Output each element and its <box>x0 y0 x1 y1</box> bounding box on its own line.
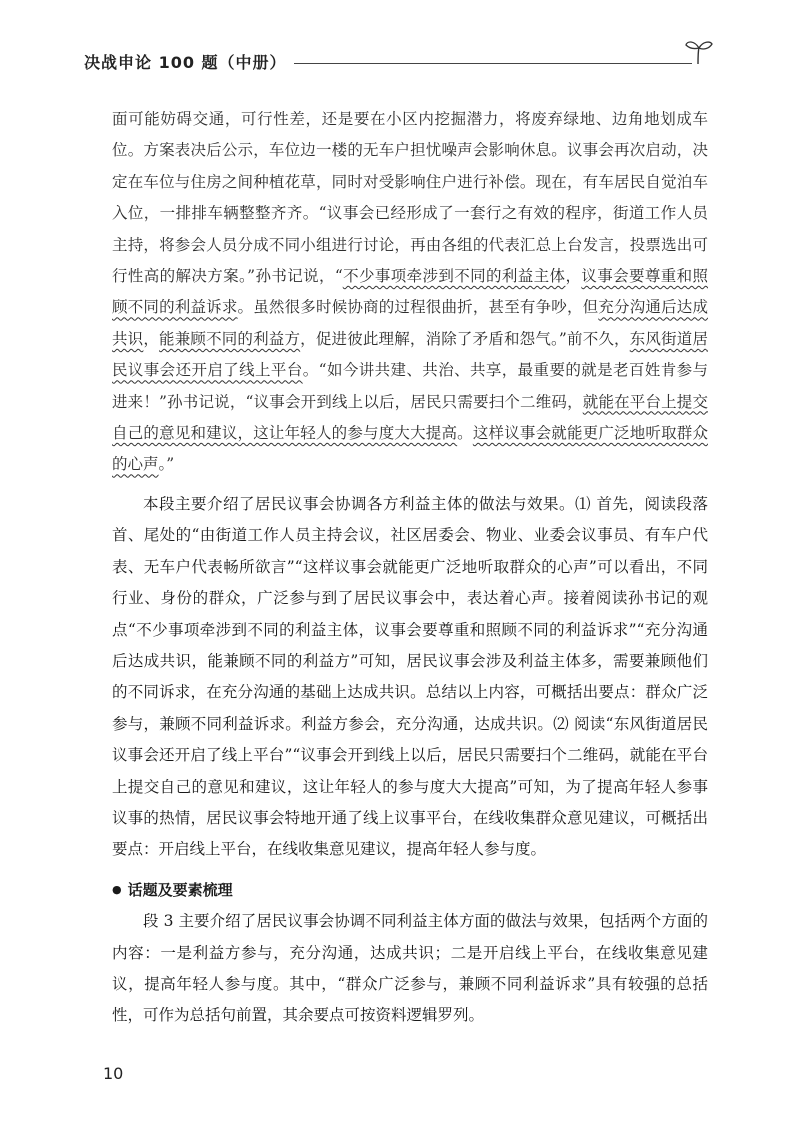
quote-segment: ， <box>565 267 582 286</box>
quote-segment: ，促进彼此理解，消除了矛盾和怨气。”前不久， <box>300 329 630 348</box>
quote-underlined-segment: 议事会要尊重和照顾不同的利益诉求 <box>112 267 708 317</box>
quote-underlined-segment: 就能在平台上提交自己的意见和建议，这让年轻人的参与度大大提高 <box>112 392 708 443</box>
section-heading <box>112 874 708 906</box>
sprout-icon <box>684 38 714 66</box>
quote-underlined-segment: 这样议事会就能更广泛地听取群众的心声 <box>112 424 708 474</box>
book-title: 决战申论 100 题（中册） <box>84 53 287 72</box>
spacer <box>112 481 708 489</box>
quote-underlined-segment: 不少事项牵涉到不同的利益主体 <box>342 267 566 286</box>
quote-segment: 。 <box>457 424 473 443</box>
page-number: 10 <box>103 1064 124 1083</box>
section-paragraph: 段 3 主要介绍了居民议事会协调不同利益主体方面的做法与效果，包括两个方面的内容：一是利益方参与，充分沟通，达成共识；二是开启线上平台，在线收集意见建议，提高年轻人参与度。其中，“群众广泛参与，兼顾不同利益诉求”具有较强的总括性，可作为总括句前置，其余要点可按资料逻辑罗列。 <box>112 912 708 1025</box>
quote-underlined-segment: 东风街道居民议事会还开启了线上平台 <box>112 329 708 380</box>
quote-segment: 。“如今讲共建、共治、共享，最重要的就是老百姓肯参与进来！”孙书记说，“议事会开到线上以后，居民只需要扫个二维码， <box>112 361 708 411</box>
quote-segment: 面可能妨碍交通，可行性差，还是要在小区内挖掘潜力，将废弃绿地、边角地划成车位。方案表决后公示，车位边一楼的无车户担忧噪声会影响休息。议事会再次启动，决定在车位与住房之间种植花草，同时对受影响住户进行补偿。现在，有车居民自觉泊车入位，一排排车辆整整齐齐。“议事会已经形成了一套行之有效的程序，街道工作人员主持，将参会人员分成不同小组进行讨论，再由各组的代表汇总上台发言，投票选出可行性高的解决方案。”孙书记说，“ <box>112 110 708 286</box>
quote-segment: 。” <box>158 455 175 474</box>
section-heading-text: 话题及要素梳理 <box>127 880 233 899</box>
quote-underlined-segment: 充分沟通后达成共识 <box>112 298 708 348</box>
header-rule <box>294 63 692 64</box>
page-body <box>112 104 708 1032</box>
quoted-material <box>112 104 708 481</box>
quote-segment: ， <box>143 329 160 348</box>
quote-underlined-segment: 能兼顾不同的利益方 <box>159 329 301 348</box>
running-header <box>84 46 714 76</box>
spacer <box>112 866 708 874</box>
quote-segment: 。虽然很多时候协商的过程很曲折，甚至有争吵，但 <box>237 298 599 317</box>
analysis-paragraph: 本段主要介绍了居民议事会协调各方利益主体的做法与效果。⑴ 首先，阅读段落首、尾处的“由街道工作人员主持会议，社区居委会、物业、业委会议事员、有车户代表、无车户代表畅所欲言”“这样议事会就能更广泛地听取群众的心声”可以看出，不同行业、身份的群众，广泛参与到了居民议事会中，表达着心声。接着阅读孙书记的观点“不少事项牵涉到不同的利益主体，议事会要尊重和照顾不同的利益诉求”“充分沟通后达成共识，能兼顾不同的利益方”可知，居民议事会涉及利益主体多，需要兼顾他们的不同诉求，在充分沟通的基础上达成共识。总结以上内容，可概括出要点：群众广泛参与，兼顾不同利益诉求。利益方参会，充分沟通，达成共识。⑵ 阅读“东风街道居民议事会还开启了线上平台”“议事会开到线上以后，居民只需要扫个二维码，就能在平台上提交自己的意见和建议，这让年轻人的参与度大大提高”可知，为了提高年轻人参事议事的热情，居民议事会特地开通了线上议事平台，在线收集群众意见建议，可概括出要点：开启线上平台，在线收集意见建议，提高年轻人参与度。 <box>112 494 708 859</box>
bullet-icon: ● <box>112 882 122 896</box>
